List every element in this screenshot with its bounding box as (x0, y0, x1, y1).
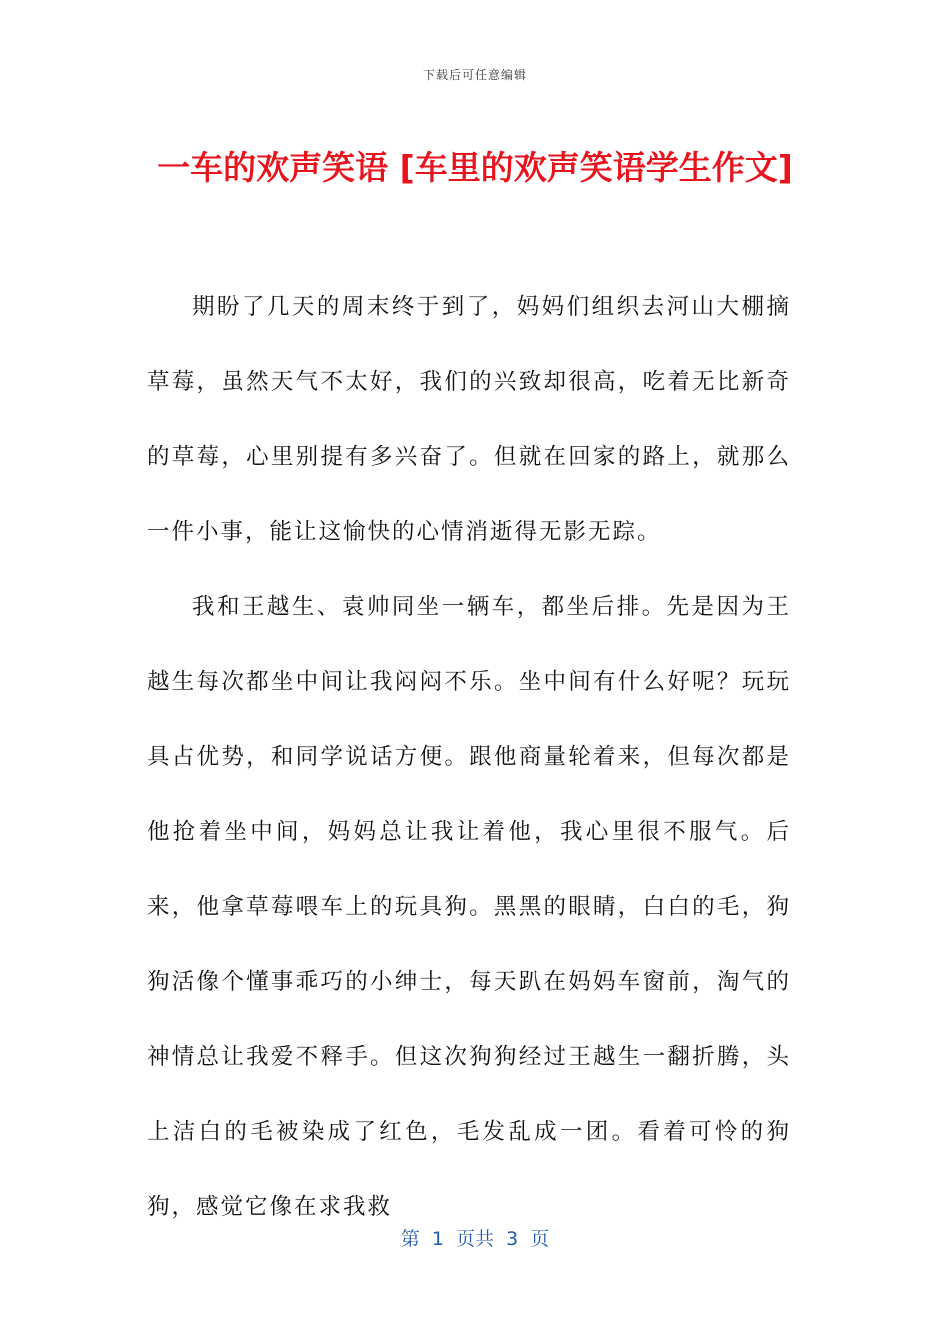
header-note: 下载后可任意编辑 (422, 68, 527, 82)
document-title: 一车的欢声笑语 [车里的欢声笑语学生作文] (157, 148, 793, 187)
page-number-footer: 第 1 页共 3 页 (400, 1228, 550, 1250)
paragraph: 期盼了几天的周末终于到了，妈妈们组织去河山大棚摘草莓，虽然天气不太好，我们的兴致却很高，吃着无比新奇的草莓，心里别提有多兴奋了。但就在回家的路上，就那么一件小事，能让这愉快的心情消逝得无影无踪。 (147, 294, 791, 545)
paragraph: 我和王越生、袁帅同坐一辆车，都坐后排。先是因为王越生每次都坐中间让我闷闷不乐。坐中间有什么好呢？玩玩具占优势，和同学说话方便。跟他商量轮着来，但每次都是他抢着坐中间，妈妈总让我让着他，我心里很不服气。后来，他拿草莓喂车上的玩具狗。黑黑的眼睛，白白的毛，狗狗活像个懂事乖巧的小绅士，每天趴在妈妈车窗前，淘气的神情总让我爱不释手。但这次狗狗经过王越生一翻折腾，头上洁白的毛被染成了红色，毛发乱成一团。看着可怜的狗狗，感觉它像在求我救 (147, 594, 791, 1220)
document-body (147, 270, 791, 1245)
